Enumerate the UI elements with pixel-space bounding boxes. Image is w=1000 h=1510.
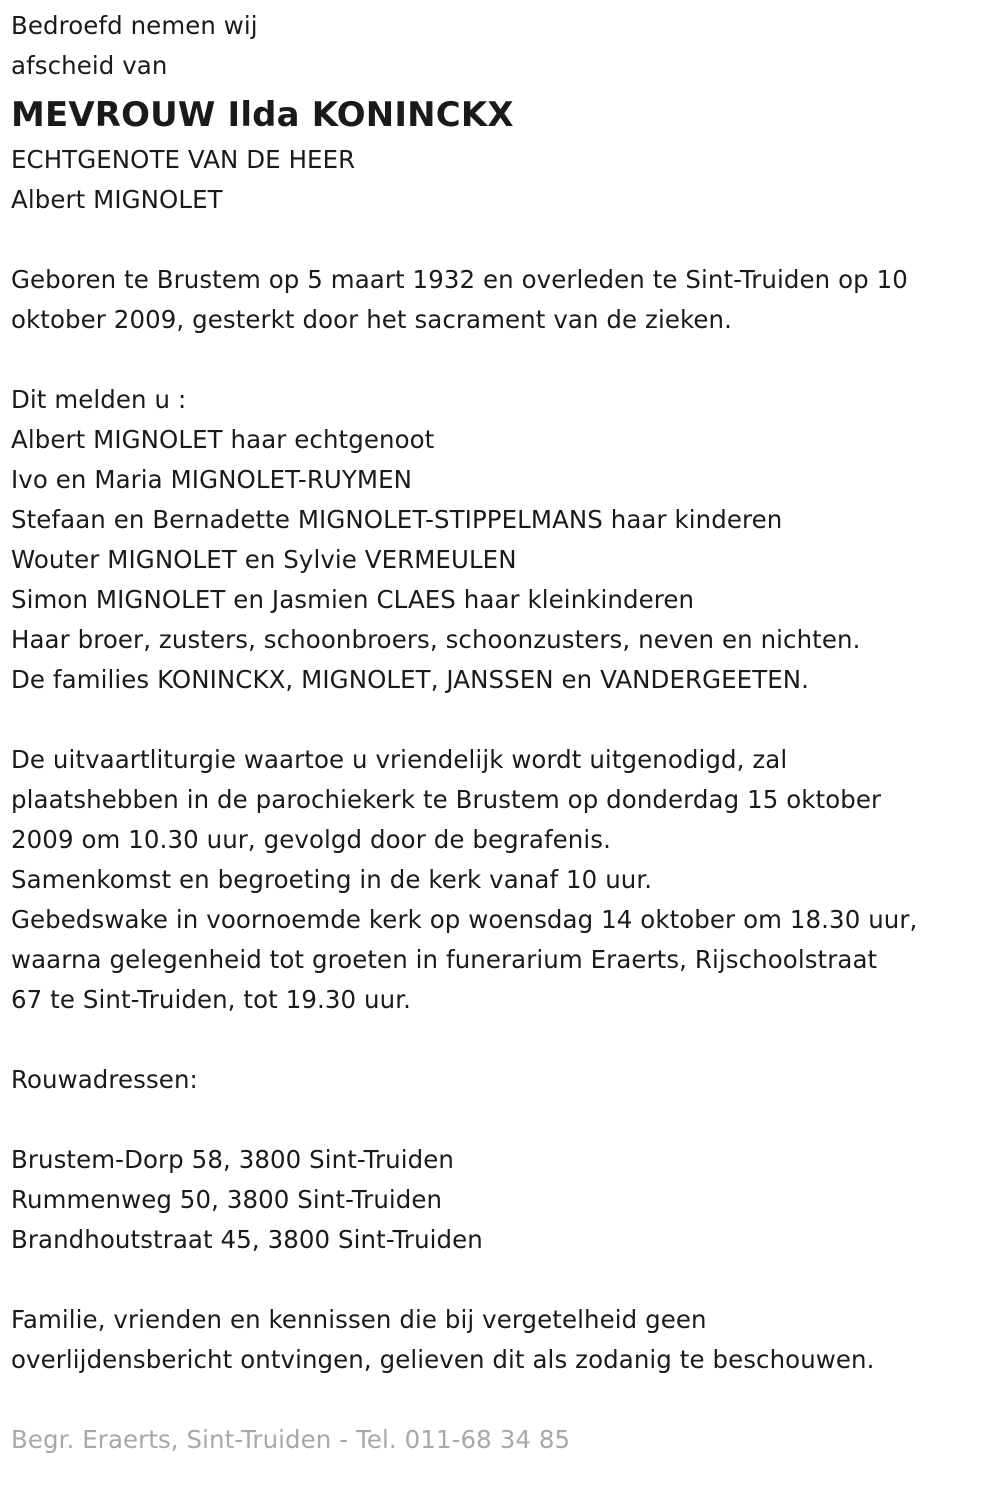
announcer-line: Dit melden u : [11, 385, 187, 414]
address-line: Brandhoutstraat 45, 3800 Sint-Truiden [11, 1225, 483, 1254]
birth-death-section [11, 260, 991, 340]
spacer [11, 700, 991, 740]
spacer [11, 1100, 991, 1140]
funeral-home-footer: Begr. Eraerts, Sint-Truiden - Tel. 011-68 34 85 [11, 1425, 571, 1454]
funeral-line: De uitvaartliturgie waartoe u vriendelijk wordt uitgenodigd, zal [11, 745, 788, 774]
announcer-line: Haar broer, zusters, schoonbroers, schoonzusters, neven en nichten. [11, 625, 861, 654]
spacer [11, 1020, 991, 1060]
intro-line: afscheid van [11, 51, 168, 80]
funeral-line: 2009 om 10.30 uur, gevolgd door de begrafenis. [11, 825, 611, 854]
funeral-line: waarna gelegenheid tot groeten in funerarium Eraerts, Rijschoolstraat [11, 945, 878, 974]
announcer-line: Wouter MIGNOLET en Sylvie VERMEULEN [11, 545, 517, 574]
birth-death-line: oktober 2009, gesterkt door het sacrament van de zieken. [11, 305, 732, 334]
address-line: Brustem-Dorp 58, 3800 Sint-Truiden [11, 1145, 454, 1174]
addresses-heading: Rouwadressen: [11, 1065, 198, 1094]
intro-line: Bedroefd nemen wij [11, 11, 258, 40]
closing-section [11, 1300, 991, 1380]
closing-line: Familie, vrienden en kennissen die bij vergetelheid geen [11, 1305, 707, 1334]
closing-line: overlijdensbericht ontvingen, gelieven dit als zodanig te beschouwen. [11, 1345, 875, 1374]
spouse-section [11, 140, 991, 220]
spacer [11, 1260, 991, 1300]
obituary-notice [11, 6, 991, 1460]
spouse-line: Albert MIGNOLET [11, 185, 223, 214]
funeral-line: plaatshebben in de parochiekerk te Brustem op donderdag 15 oktober [11, 785, 882, 814]
funeral-section [11, 740, 991, 1020]
intro-section [11, 6, 991, 86]
funeral-line: 67 te Sint-Truiden, tot 19.30 uur. [11, 985, 411, 1014]
addresses-section [11, 1140, 991, 1260]
announcer-line: De families KONINCKX, MIGNOLET, JANSSEN en VANDERGEETEN. [11, 665, 810, 694]
announcer-line: Simon MIGNOLET en Jasmien CLAES haar kleinkinderen [11, 585, 695, 614]
announcers-section [11, 380, 991, 700]
announcer-line: Albert MIGNOLET haar echtgenoot [11, 425, 435, 454]
deceased-name: MEVROUW Ilda KONINCKX [11, 96, 514, 135]
funeral-line: Gebedswake in voornoemde kerk op woensdag 14 oktober om 18.30 uur, [11, 905, 918, 934]
spacer [11, 220, 991, 260]
announcer-line: Stefaan en Bernadette MIGNOLET-STIPPELMANS haar kinderen [11, 505, 783, 534]
address-line: Rummenweg 50, 3800 Sint-Truiden [11, 1185, 443, 1214]
spouse-line: ECHTGENOTE VAN DE HEER [11, 145, 356, 174]
funeral-line: Samenkomst en begroeting in de kerk vanaf 10 uur. [11, 865, 653, 894]
birth-death-line: Geboren te Brustem op 5 maart 1932 en overleden te Sint-Truiden op 10 [11, 265, 908, 294]
spacer [11, 340, 991, 380]
spacer [11, 1380, 991, 1420]
announcer-line: Ivo en Maria MIGNOLET-RUYMEN [11, 465, 413, 494]
